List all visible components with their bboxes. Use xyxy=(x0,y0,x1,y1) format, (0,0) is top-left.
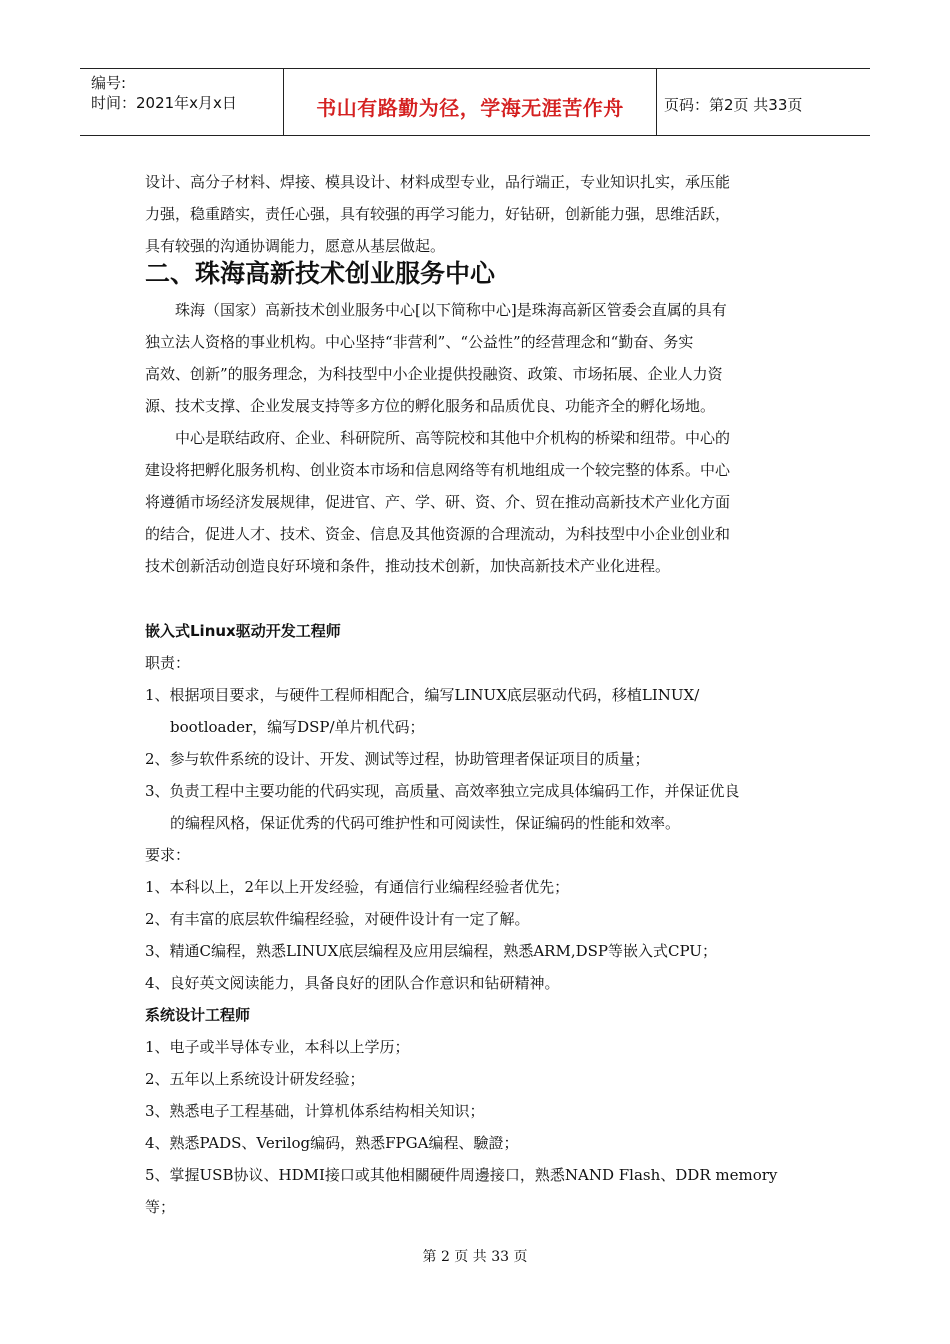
text-line: 珠海（国家）高新技术创业服务中心[以下简称中心]是珠海高新区管委会直属的具有 xyxy=(175,301,727,319)
requirement-item-continued: 等； xyxy=(145,1198,176,1216)
center-intro-paragraph xyxy=(145,294,810,422)
duty-item: 2、参与软件系统的设计、开发、测试等过程，协助管理者保证项目的质量； xyxy=(145,750,650,768)
requirement-item: 4、熟悉PADS、Verilog编码，熟悉FPGA编程、驗證； xyxy=(145,1134,519,1152)
page-header xyxy=(80,68,870,136)
text-line: 设计、高分子材料、焊接、模具设计、材料成型专业，品行端正，专业知识扎实，承压能 xyxy=(145,173,731,191)
duty-item-continued: bootloader，编写DSP/单片机代码； xyxy=(170,718,425,736)
duty-item-continued: 的编程风格，保证优秀的代码可维护性和可阅读性，保证编码的性能和效率。 xyxy=(170,814,681,832)
requirement-item: 4、良好英文阅读能力，具备良好的团队合作意识和钻研精神。 xyxy=(145,974,560,992)
requirement-item: 2、五年以上系统设计研发经验； xyxy=(145,1070,365,1088)
duty-item: 3、负责工程中主要功能的代码实现，高质量、高效率独立完成具体编码工作，并保证优良 xyxy=(145,782,740,800)
header-page-info: 页码：第2页 共33页 xyxy=(664,96,803,114)
requirement-item: 1、本科以上，2年以上开发经验，有通信行业编程经验者优先； xyxy=(145,878,570,896)
requirements-label: 要求： xyxy=(145,846,191,864)
text-line: 独立法人资格的事业机构。中心坚持“非营利”、“公益性”的经营理念和“勤奋、务实 xyxy=(145,333,694,351)
requirement-item: 3、熟悉电子工程基础，计算机体系结构相关知识； xyxy=(145,1102,485,1120)
document-date: 时间：2021年x月x日 xyxy=(91,94,237,112)
job-title-system-design: 系统设计工程师 xyxy=(145,1006,251,1024)
section-title: 二、珠海高新技术创业服务中心 xyxy=(145,259,496,288)
document-number-label: 编号: xyxy=(91,74,127,92)
requirement-item: 3、精通C编程，熟悉LINUX底层编程及应用层编程，熟悉ARM,DSP等嵌入式CPU； xyxy=(145,942,717,960)
header-motto: 书山有路勤为径，学海无涯苦作舟 xyxy=(316,96,624,120)
duties-label: 职责： xyxy=(145,654,191,672)
text-line: 中心是联结政府、企业、科研院所、高等院校和其他中介机构的桥梁和纽带。中心的 xyxy=(175,429,731,447)
center-role-paragraph xyxy=(145,422,810,582)
header-motto-cell xyxy=(283,69,657,135)
text-line: 源、技术支撑、企业发展支持等多方位的孵化服务和品质优良、功能齐全的孵化场地。 xyxy=(145,397,716,415)
text-line: 技术创新活动创造良好环境和条件，推动技术创新，加快高新技术产业化进程。 xyxy=(145,557,671,575)
text-line: 具有较强的沟通协调能力，愿意从基层做起。 xyxy=(145,237,446,255)
text-line: 建设将把孵化服务机构、创业资本市场和信息网络等有机地组成一个较完整的体系。中心 xyxy=(145,461,731,479)
text-line: 将遵循市场经济发展规律，促进官、产、学、研、资、介、贸在推动高新技术产业化方面 xyxy=(145,493,731,511)
requirement-item: 5、掌握USB协议、HDMI接口或其他相關硬件周邊接口，熟悉NAND Flash、DDR memory xyxy=(145,1166,778,1184)
job-title-embedded-linux: 嵌入式Linux驱动开发工程师 xyxy=(145,622,341,640)
header-meta-cell xyxy=(80,69,283,135)
page-footer: 第 2 页 共 33 页 xyxy=(422,1249,528,1265)
intro-paragraph xyxy=(145,166,810,262)
requirement-item: 1、电子或半导体专业，本科以上学历； xyxy=(145,1038,410,1056)
text-line: 力强，稳重踏实，责任心强，具有较强的再学习能力，好钻研，创新能力强，思维活跃， xyxy=(145,205,731,223)
text-line: 的结合，促进人才、技术、资金、信息及其他资源的合理流动，为科技型中小企业创业和 xyxy=(145,525,731,543)
requirement-item: 2、有丰富的底层软件编程经验，对硬件设计有一定了解。 xyxy=(145,910,530,928)
header-page-cell xyxy=(657,69,870,135)
duty-item: 1、根据项目要求，与硬件工程师相配合，编写LINUX底层驱动代码，移植LINUX/ xyxy=(145,686,700,704)
text-line: 高效、创新”的服务理念，为科技型中小企业提供投融资、政策、市场拓展、企业人力资 xyxy=(145,365,723,383)
